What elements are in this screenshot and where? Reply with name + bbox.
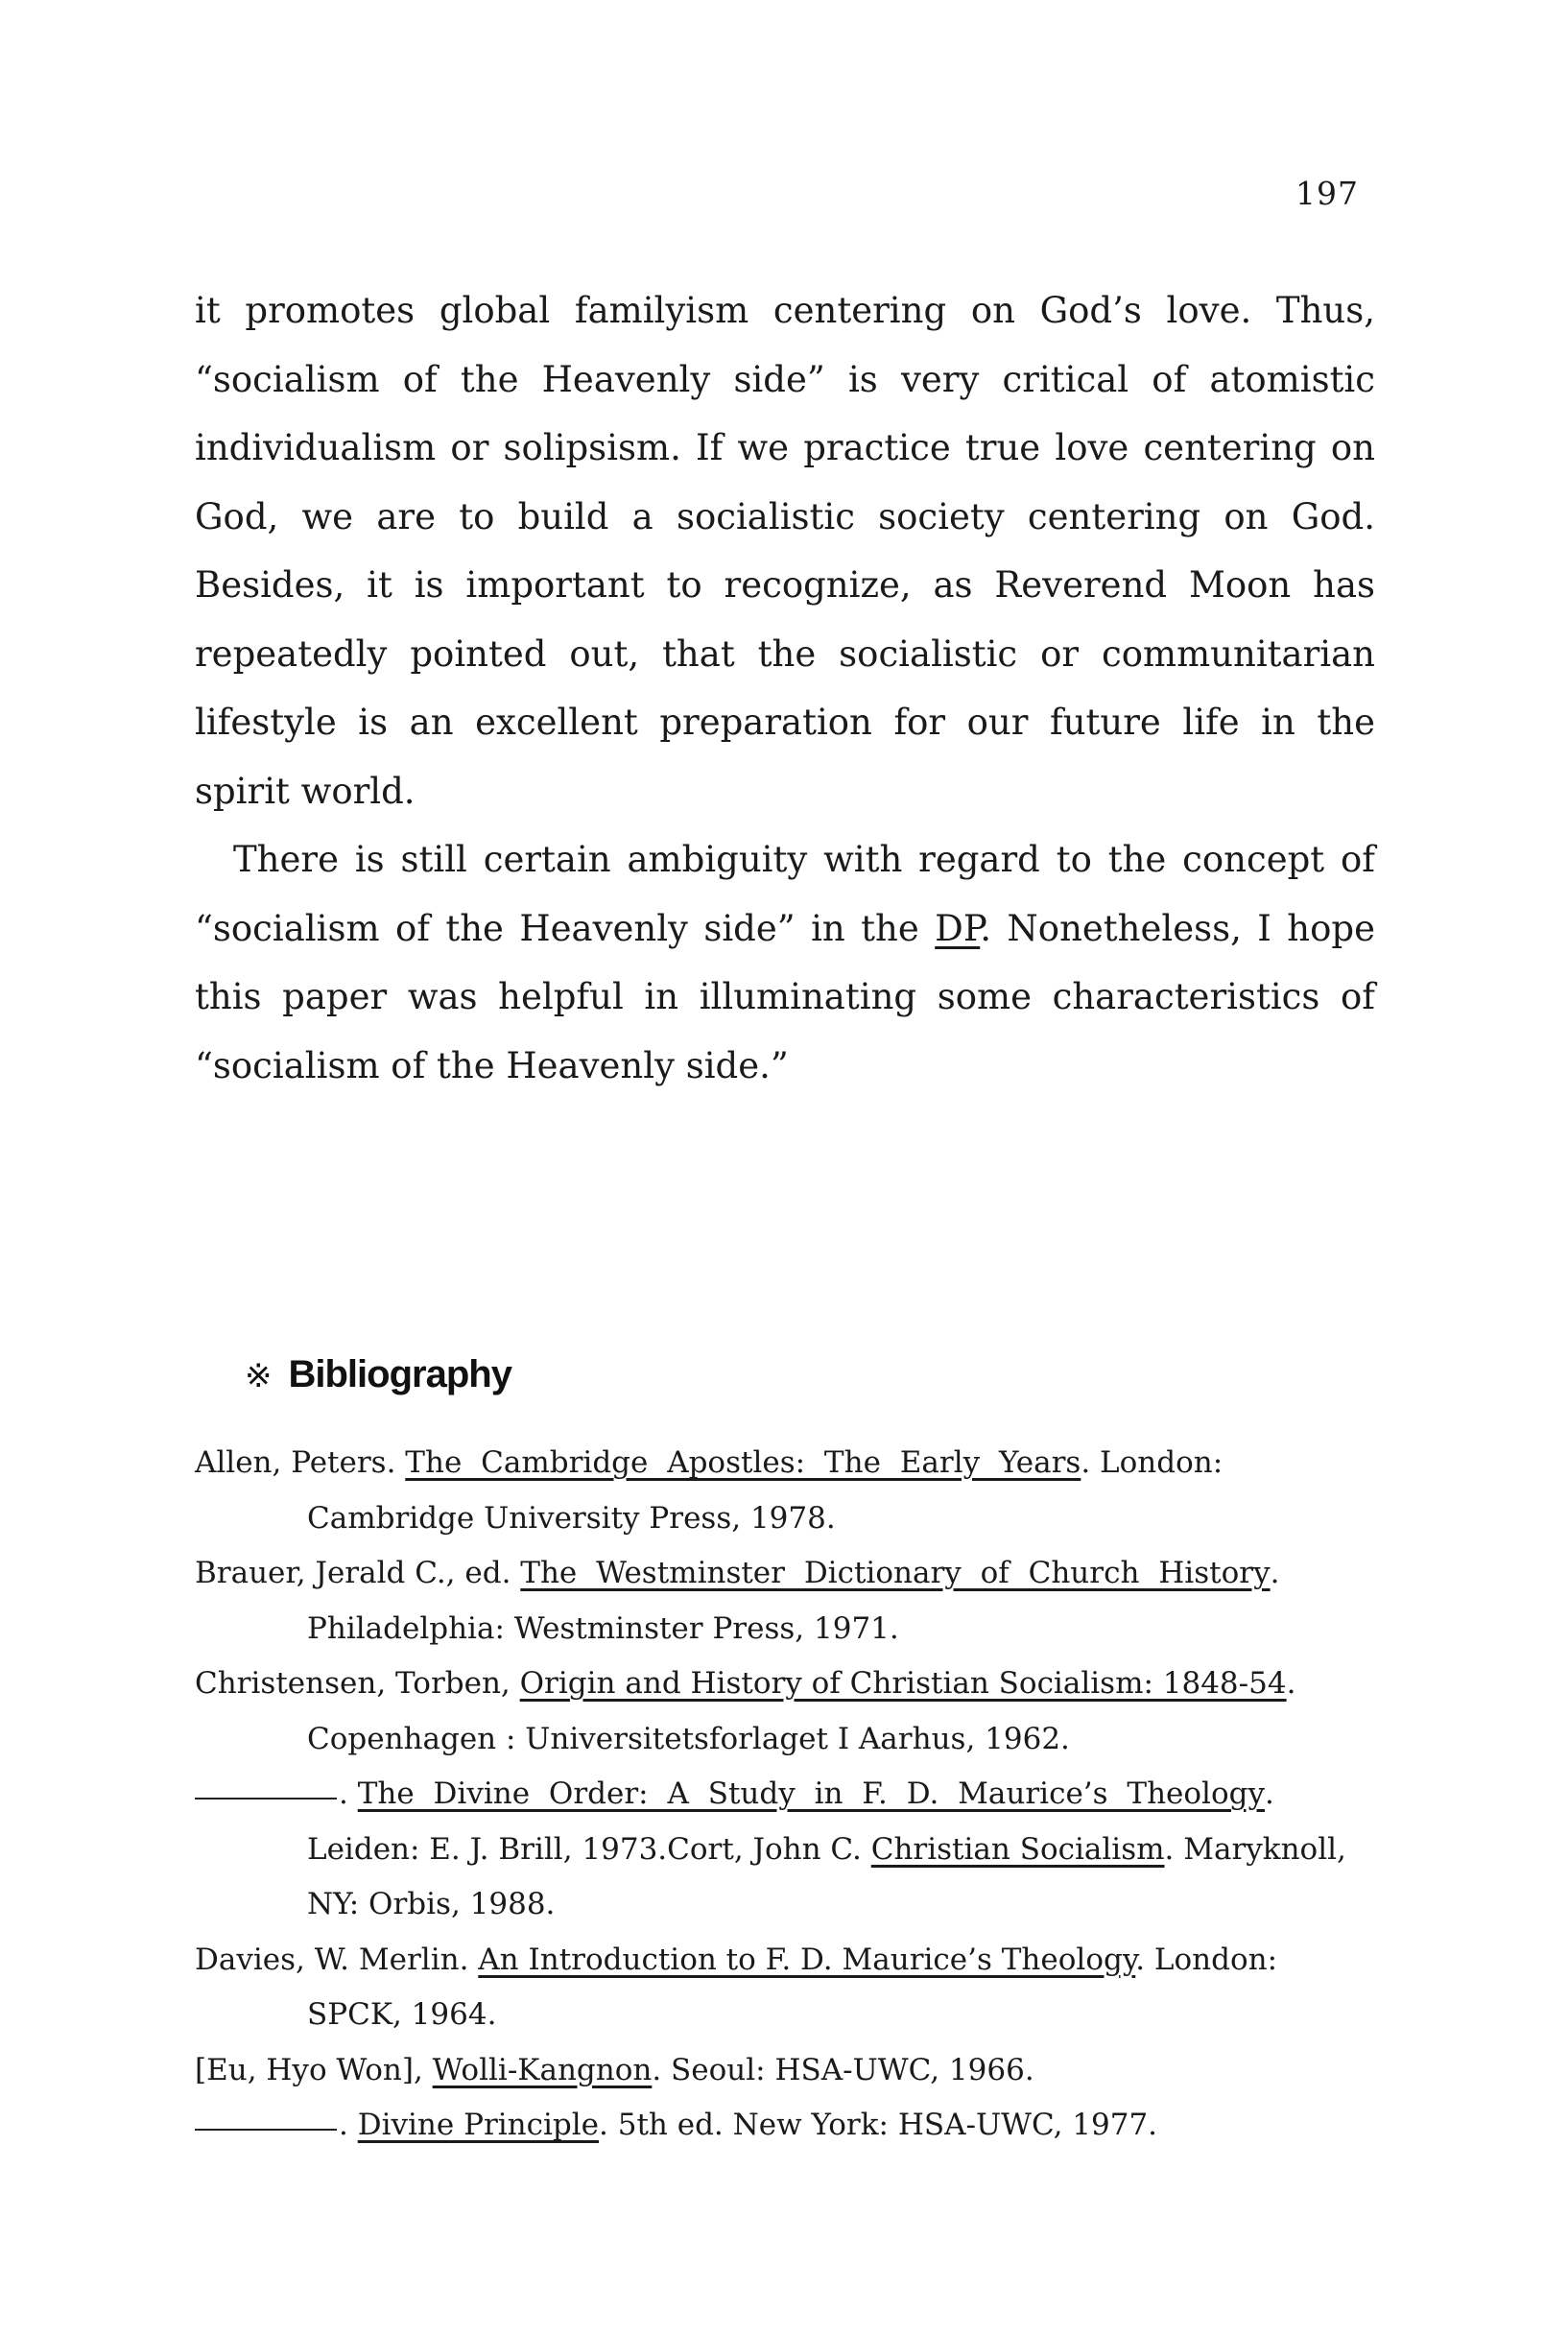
entry-author: Davies, W. Merlin. <box>195 1942 479 1977</box>
entry-title: The Westminster Dictionary of Church History <box>520 1556 1271 1590</box>
entry-title: The Cambridge Apostles: The Early Years <box>405 1445 1081 1480</box>
entry-publication: . London: SPCK, 1964. <box>307 1942 1278 2032</box>
repeat-author-dash <box>195 1798 337 1800</box>
bibliography-entry <box>195 1546 1375 1657</box>
entry-author: . <box>339 1776 358 1811</box>
entry-title: Origin and History of Christian Socialism: 1848-54 <box>519 1666 1287 1701</box>
repeat-author-dash <box>195 2129 337 2131</box>
bibliography-entry <box>195 1436 1375 1546</box>
bibliography-heading <box>245 1353 511 1396</box>
paragraph-2 <box>195 825 1375 1100</box>
reference-mark-icon: ※ <box>245 1358 272 1394</box>
bibliography-list <box>195 1436 1375 2154</box>
entry-title: Divine Principle <box>357 2108 600 2142</box>
bibliography-entry <box>195 1767 1375 1933</box>
page-number: 197 <box>1295 175 1359 212</box>
entry-publication: . 5th ed. New York: HSA-UWC, 1977. <box>599 2108 1158 2142</box>
entry-publication: . Copenhagen : Universitetsforlaget I Aarhus, 1962. <box>307 1666 1296 1756</box>
entry-author: . <box>339 2108 358 2142</box>
entry-publication: . London: Cambridge University Press, 1978. <box>307 1445 1224 1536</box>
dp-reference: DP <box>935 907 981 949</box>
entry-author: [Eu, Hyo Won], <box>195 2052 433 2087</box>
entry-title: Wolli-Kangnon <box>432 2052 653 2087</box>
bibliography-entry <box>195 1933 1375 2043</box>
entry-publication: . Seoul: HSA-UWC, 1966. <box>652 2052 1034 2087</box>
entry-publication: . Leiden: E. J. Brill, 1973.Cort, John C. <box>307 1776 1274 1867</box>
entry-author: Christensen, Torben, <box>195 1666 520 1701</box>
entry-publication-2: . Maryknoll, NY: Orbis, 1988. <box>307 1831 1346 1921</box>
entry-author: Brauer, Jerald C., ed. <box>195 1556 521 1590</box>
entry-title-2: Christian Socialism <box>870 1831 1165 1867</box>
paragraph-2-text-b: . Nonetheless, I hope this paper was helpful in illuminating some characteristics of “socialism of the Heavenly side.” <box>195 907 1375 1086</box>
entry-title: The Divine Order: A Study in F. D. Maurice’s Theology <box>357 1776 1265 1811</box>
bibliography-title: Bibliography <box>288 1353 511 1395</box>
paragraph-2-text-a: There is still certain ambiguity with regard to the concept of “socialism of the Heavenly side” in the <box>195 839 1375 949</box>
body-text <box>195 276 1375 1100</box>
bibliography-entry <box>195 2043 1375 2099</box>
entry-author: Allen, Peters. <box>195 1445 406 1480</box>
entry-publication: . Philadelphia: Westminster Press, 1971. <box>307 1556 1280 1646</box>
bibliography-entry <box>195 2098 1375 2154</box>
paragraph-1: it promotes global familyism centering on God’s love. Thus, “socialism of the Heavenly side” is very critical of atomistic individualism or solipsism. If we practice true love centering on God, we are to build a socialistic society centering on God. Besides, it is important to recognize, as Reverend Moon has repeatedly pointed out, that the socialistic or communitarian lifestyle is an excellent preparation for our future life in the spirit world. <box>195 290 1375 812</box>
bibliography-entry <box>195 1657 1375 1767</box>
entry-title: An Introduction to F. D. Maurice’s Theology <box>478 1942 1136 1977</box>
